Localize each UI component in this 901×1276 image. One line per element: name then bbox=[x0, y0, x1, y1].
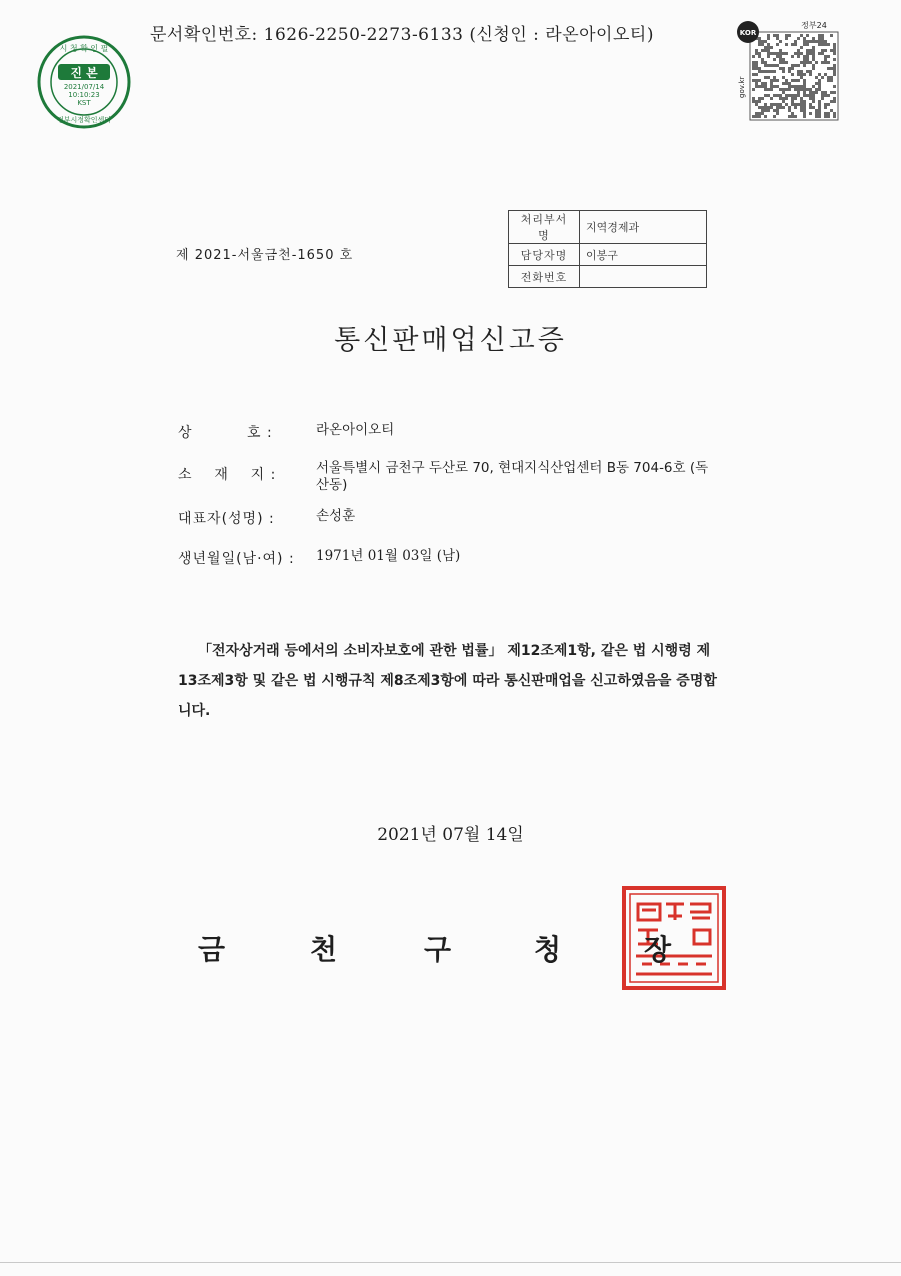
authority-char: 장 bbox=[644, 933, 672, 966]
page-title: 통신판매업신고증 bbox=[334, 325, 567, 356]
authority-char: 금 bbox=[198, 933, 226, 966]
department-info-table bbox=[508, 210, 707, 288]
field-value: 손성훈 bbox=[316, 508, 356, 524]
field-label: 소 재 지 : bbox=[178, 467, 277, 483]
seal-time: 10:10:23 bbox=[68, 91, 100, 99]
seal-top-text: 시 청 확 인 필 bbox=[59, 44, 109, 53]
field-label: 대표자(성명) : bbox=[178, 511, 275, 527]
authority-char: 구 bbox=[424, 933, 452, 966]
registration-number: 제 2021-서울금천-1650 호 bbox=[176, 248, 354, 263]
seal-center-text: 진 본 bbox=[70, 66, 98, 80]
field-value: 서울특별시 금천구 두산로 70, 현대지식산업센터 B동 704-6호 (독산동) bbox=[316, 460, 709, 493]
field-label: 생년월일(남·여) : bbox=[178, 551, 295, 567]
document-confirm-number: 문서확인번호: 1626-2250-2273-6133 (신청인 : 라온아이오티) bbox=[150, 25, 654, 45]
authority-char: 청 bbox=[534, 933, 562, 966]
qr-badge: KOR bbox=[739, 29, 757, 37]
table-row bbox=[509, 244, 707, 266]
field-value: 라온아이오티 bbox=[316, 422, 395, 438]
phone-label: 전화번호 bbox=[509, 266, 580, 288]
field-value: 1971년 01월 03일 (남) bbox=[316, 548, 461, 564]
seal-zone: KST bbox=[77, 99, 91, 107]
table-row bbox=[509, 266, 707, 288]
page-edge-divider bbox=[0, 1262, 901, 1263]
field-label: 상 호 : bbox=[178, 425, 273, 441]
paragraph-text: 「전자상거래 등에서의 소비자보호에 관한 법률」 제12조제1항, 같은 법 시행령 제13조제3항 및 같은 법 시행규칙 제8조제3항에 따라 통신판매업을 신고하였음을 증명합니다. bbox=[178, 643, 717, 719]
verification-seal-icon bbox=[36, 34, 132, 130]
dept-value: 지역경제과 bbox=[580, 211, 707, 244]
dept-label: 처리부서명 bbox=[509, 211, 580, 244]
table-row bbox=[509, 211, 707, 244]
authority-char: 천 bbox=[310, 933, 338, 966]
phone-value bbox=[580, 266, 707, 288]
official-seal-icon bbox=[622, 886, 726, 990]
qr-brand: 정부24 bbox=[801, 21, 827, 30]
certification-paragraph bbox=[178, 636, 718, 726]
qr-domain: gov.kr bbox=[738, 76, 746, 98]
qr-code-icon bbox=[736, 18, 840, 122]
seal-bottom-text: 정부시정확인센터 bbox=[56, 116, 112, 124]
seal-date: 2021/07/14 bbox=[63, 83, 105, 91]
issue-date: 2021년 07월 14일 bbox=[377, 825, 524, 845]
manager-value: 이봉구 bbox=[580, 244, 707, 266]
manager-label: 담당자명 bbox=[509, 244, 580, 266]
